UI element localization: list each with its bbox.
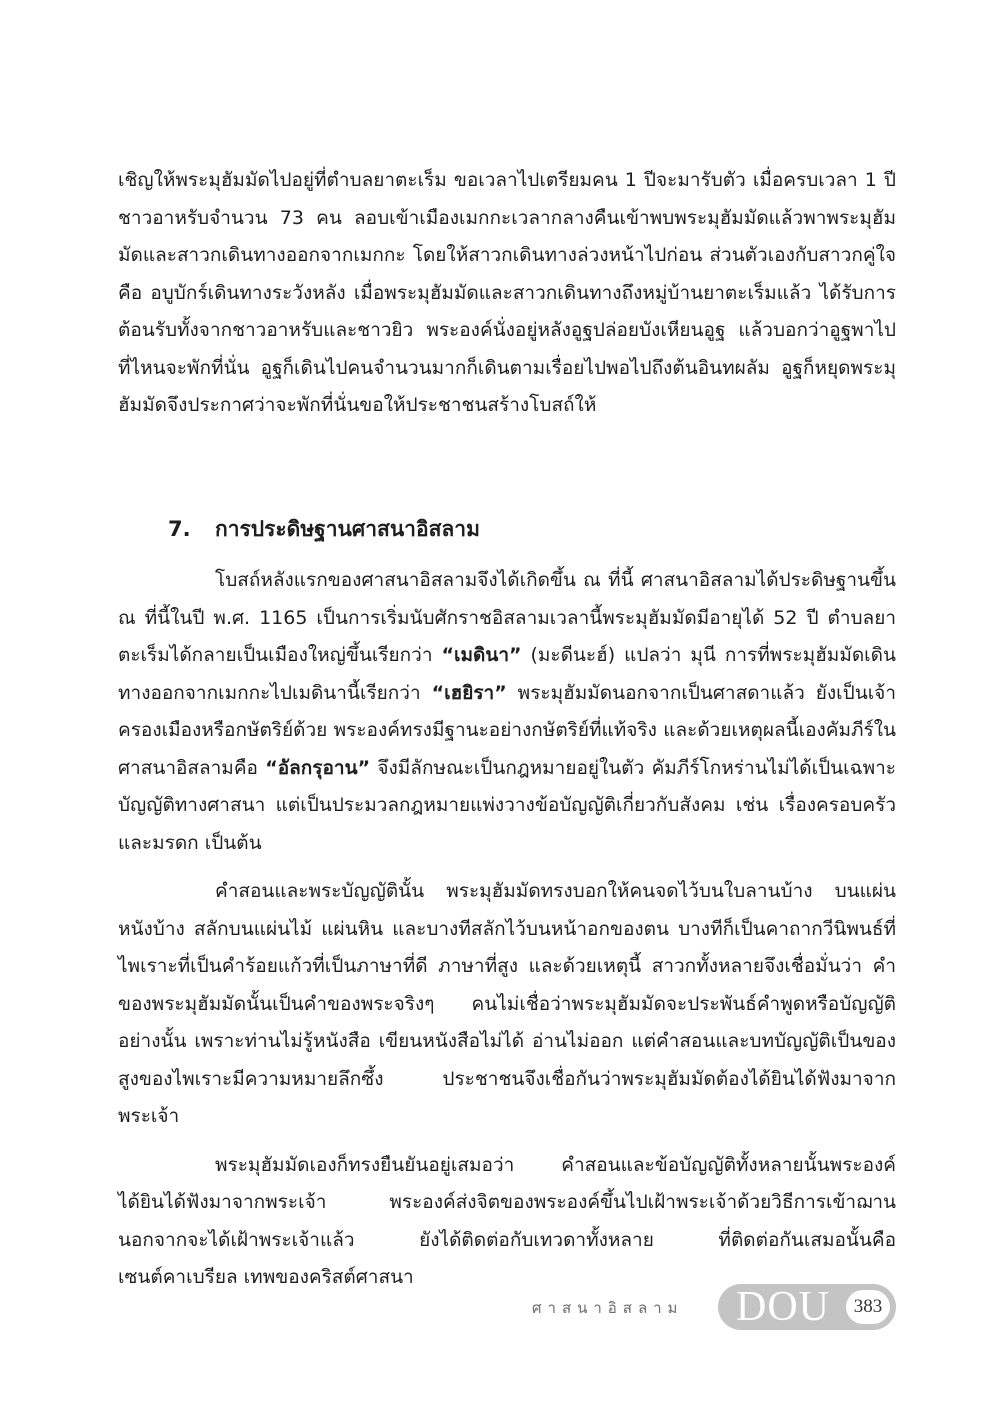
- term-quran: “อัลกรุอาน”: [265, 756, 371, 779]
- paragraph-establishment: [118, 562, 896, 862]
- publisher-badge: [718, 1284, 896, 1330]
- page-footer: [532, 1284, 898, 1330]
- text-run: จึงมีลักษณะเป็นกฎหมายอยู่ในตัว คัมภีร์โกหร่านไม่ได้เป็นเฉพาะบัญญัติทางศาสนา แต่เป็นประมวลกฎหมายแพ่งวางข้อบัญญัติเกี่ยวกับสังคม เช่น เรื่องครอบครัวและมรดก เป็นต้น: [118, 756, 896, 854]
- page-number: 383: [846, 1290, 890, 1324]
- paragraph-teachings: คำสอนและพระบัญญัตินั้น พระมุฮัมมัดทรงบอกให้คนจดไว้บนใบลานบ้าง บนแผ่นหนังบ้าง สลักบนแผ่นไม้ แผ่นหิน และบางทีสลักไว้บนหน้าอกของตน บางทีก็เป็นคาถากวีนิพนธ์ที่ไพเราะที่เป็นคำร้อยแก้วที่เป็นภาษาที่ดี ภาษาที่สูง และด้วยเหตุนี้ สาวกทั้งหลายจึงเชื่อมั่นว่า คำของพระมุฮัมมัดนั้นเป็นคำของพระจริงๆ คนไม่เชื่อว่าพระมุฮัมมัดจะประพันธ์คำพูดหรือบัญญัติอย่างนั้น เพราะท่านไม่รู้หนังสือ เขียนหนังสือไม่ได้ อ่านไม่ออก แต่คำสอนและบทบัญญัติเป็นของสูงของไพเราะมีความหมายลึกซึ้ง ประชาชนจึงเชื่อกันว่าพระมุฮัมมัดต้องได้ยินได้ฟังมาจากพระเจ้า: [118, 880, 896, 1127]
- text-run: โบสถ์หลังแรกของศาสนาอิสลามจึงได้เกิดขึ้น ณ ที่นี้ ศาสนาอิสลามได้ประดิษฐานขึ้น ณ ที่นี้ในปี พ.ศ. 1165 เป็นการเริ่มนับศักราชอิสลามเวลานี้พระมุฮัมมัดมีอายุได้ 52 ปี ตำบลยาตะเร็มได้กลายเป็นเมืองใหญ่ขึ้นเรียกว่า: [118, 569, 896, 666]
- running-title: ศาสนาอิสลาม: [532, 1299, 684, 1317]
- section-body: [118, 562, 896, 1308]
- text-run: พระมุฮัมมัดนอกจากเป็นศาสดาแล้ว ยังเป็นเจ้าครองเมืองหรือกษัตริย์ด้วย พระองค์ทรงมีฐานะอย่างกษัตริย์ที่แท้จริง และด้วยเหตุผลนี้เองคัมภีร์ในศาสนาอิสลามคือ: [118, 681, 896, 779]
- term-hijra: “เฮยิรา”: [431, 681, 507, 704]
- section-heading: [168, 514, 480, 544]
- section-number: 7.: [168, 517, 191, 541]
- dou-logo: DOU: [736, 1284, 830, 1330]
- section-title: การประดิษฐานศาสนาอิสลาม: [215, 517, 480, 541]
- paragraph-continued: เชิญให้พระมุฮัมมัดไปอยู่ที่ตำบลยาตะเร็ม ขอเวลาไปเตรียมคน 1 ปีจะมารับตัว เมื่อครบเวลา 1 ปี ชาวอาหรับจำนวน 73 คน ลอบเข้าเมืองเมกกะเวลากลางคืนเข้าพบพระมุฮัมมัดแล้วพาพระมุฮัมมัดและสาวกเดินทางออกจากเมกกะ โดยให้สาวกเดินทางล่วงหน้าไปก่อน ส่วนตัวเองกับสาวกคู่ใจคือ อบูบักร์เดินทางระวังหลัง เมื่อพระมุฮัมมัดและสาวกเดินทางถึงหมู่บ้านยาตะเร็มแล้ว ได้รับการต้อนรับทั้งจากชาวอาหรับและชาวยิว พระองค์นั่งอยู่หลังอูฐปล่อยบังเหียนอูฐ แล้วบอกว่าอูฐพาไปที่ไหนจะพักที่นั่น อูฐก็เดินไปคนจำนวนมากก็เดินตามเรื่อยไปพอไปถึงต้นอินทผลัม อูฐก็หยุดพระมุฮัมมัดจึงประกาศว่าจะพักที่นั่นขอให้ประชาชนสร้างโบสถ์ให้: [118, 169, 896, 416]
- term-medina: “เมดินา”: [441, 644, 522, 666]
- paragraph-revelation: พระมุฮัมมัดเองก็ทรงยืนยันอยู่เสมอว่า คำสอนและข้อบัญญัติทั้งหลายนั้นพระองค์ได้ยินได้ฟังมาจากพระเจ้า พระองค์ส่งจิตของพระองค์ขึ้นไปเฝ้าพระเจ้าด้วยวิธีการเข้าฌาน นอกจากจะได้เฝ้าพระเจ้าแล้ว ยังได้ติดต่อกับเทวดาทั้งหลาย ที่ติดต่อกันเสมอนั้นคือ เซนต์คาเบรียล เทพของคริสต์ศาสนา: [118, 1153, 896, 1288]
- text-run: (มะดีนะฮ์) แปลว่า มุนี การที่พระมุฮัมมัดเดินทางออกจากเมกกะไปเมดินานี้เรียกว่า: [118, 644, 897, 704]
